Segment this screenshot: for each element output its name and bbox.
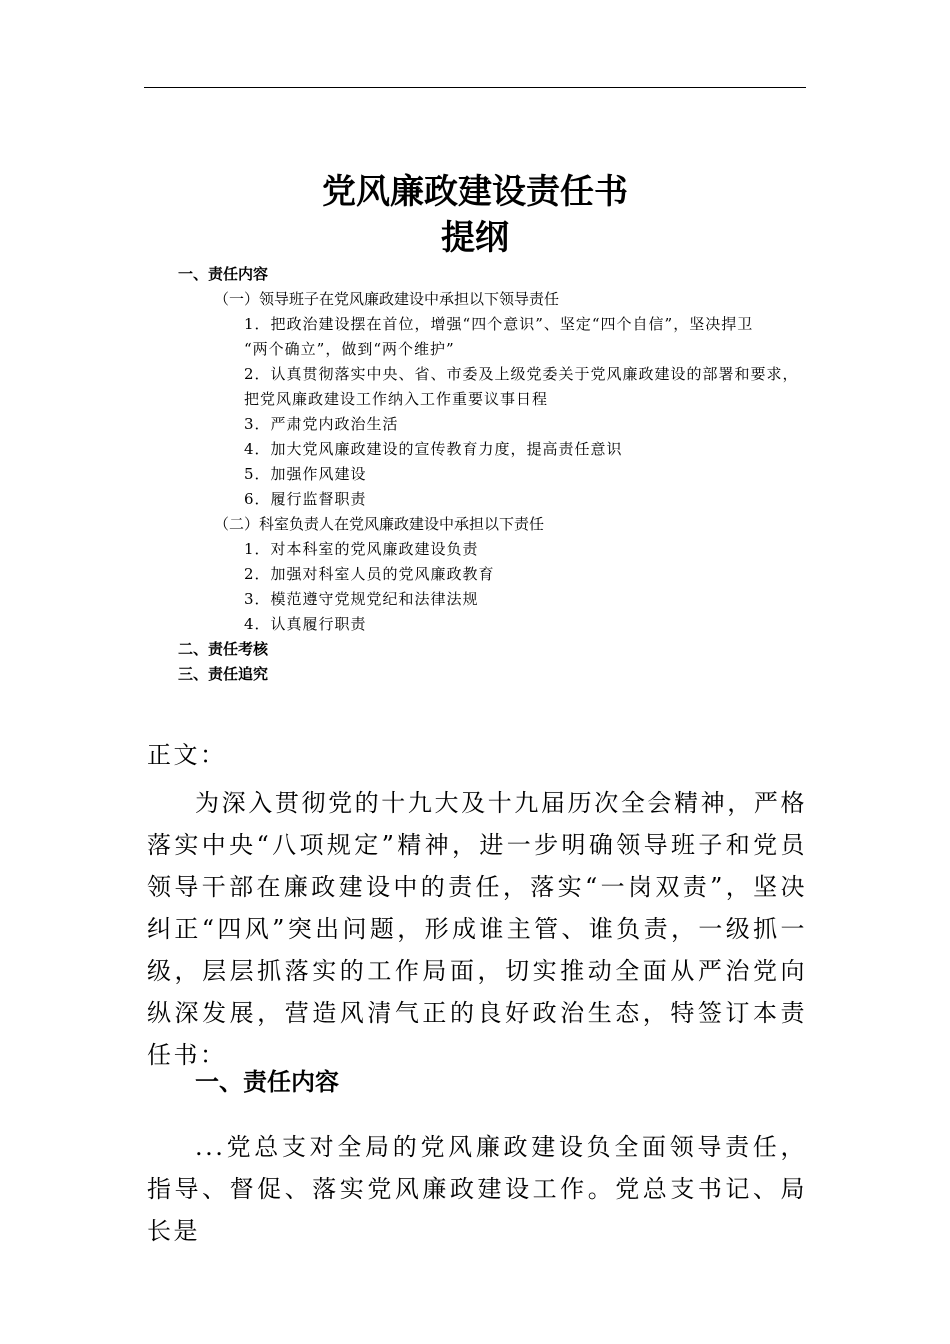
outline-item: 5．加强作风建设: [244, 465, 367, 483]
outline-item: 2．认真贯彻落实中央、省、市委及上级党委关于党风廉政建设的部署和要求，: [244, 365, 799, 383]
outline-item: 1．对本科室的党风廉政建设负责: [244, 540, 479, 558]
section-heading: 一、责任内容: [195, 1068, 339, 1096]
outline-item-continuation: “两个确立”，做到“两个维护”: [244, 340, 455, 358]
outline-heading: 一、责任内容: [178, 265, 269, 283]
outline-item: 3．严肃党内政治生活: [244, 415, 399, 433]
outline-item: 1．把政治建设摆在首位，增强“四个意识”、坚定“四个自信”，坚决捍卫: [244, 315, 754, 333]
section-paragraph: ...党总支对全局的党风廉政建设负全面领导责任，指导、督促、落实党风廉政建设工作。党总支书记、局长是: [147, 1133, 807, 1245]
outline-heading: 二、责任考核: [178, 640, 269, 658]
outline-item-continuation: 把党风廉政建设工作纳入工作重要议事日程: [244, 390, 549, 408]
intro-paragraph: 为深入贯彻党的十九大及十九届历次全会精神，严格落实中央“八项规定”精神，进一步明确领导班子和党员领导干部在廉政建设中的责任，落实“一岗双责”，坚决纠正“四风”突出问题，形成谁主管、谁负责，一级抓一级，层层抓落实的工作局面，切实推动全面从严治党向纵深发展，营造风清气正的良好政治生态，特签订本责任书：: [147, 789, 807, 1069]
document-subtitle: 提纲: [441, 218, 509, 258]
body-label: 正文：: [147, 741, 227, 769]
outline-item: 2．加强对科室人员的党风廉政教育: [244, 565, 495, 583]
outline-item: 4．加大党风廉政建设的宣传教育力度，提高责任意识: [244, 440, 623, 458]
outline-item: 3．模范遵守党规党纪和法律法规: [244, 590, 479, 608]
outline-subheading: （一）领导班子在党风廉政建设中承担以下领导责任: [214, 290, 560, 308]
outline-heading: 三、责任追究: [178, 665, 269, 683]
outline-subheading: （二）科室负责人在党风廉政建设中承担以下责任: [214, 515, 545, 533]
header-rule: [144, 87, 806, 88]
outline-item: 6．履行监督职责: [244, 490, 367, 508]
document-title: 党风廉政建设责任书: [322, 172, 628, 212]
outline-item: 4．认真履行职责: [244, 615, 367, 633]
